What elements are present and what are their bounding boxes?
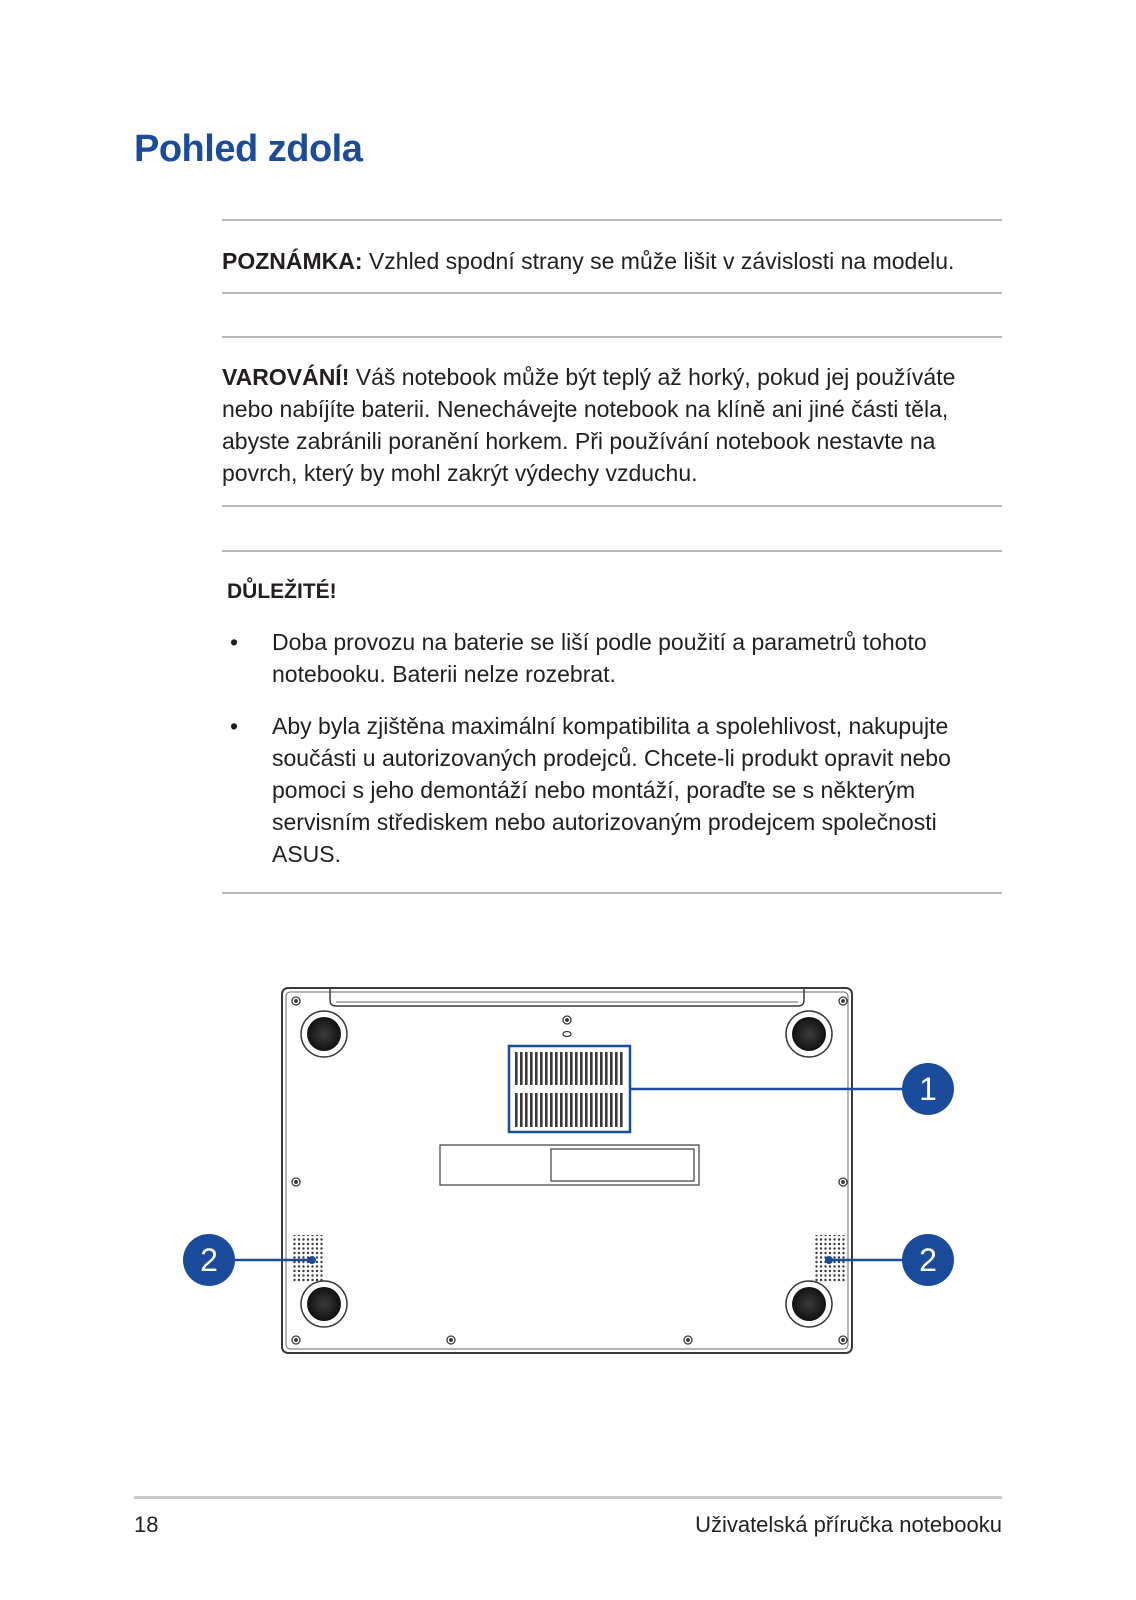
- footer-rule: [134, 1496, 1002, 1499]
- important-item-1-line-2: notebooku. Baterii nelze rozebrat.: [272, 661, 616, 687]
- important-item-2-line-1: Aby byla zjištěna maximální kompatibilita a spolehlivost, nakupujte: [272, 713, 949, 739]
- air-vents: [509, 1046, 630, 1132]
- bullet-mark: •: [230, 713, 239, 739]
- callout-number-1: 1: [919, 1071, 937, 1107]
- label-plate: [440, 1145, 699, 1185]
- footer-doc-title: Uživatelská příručka notebooku: [695, 1512, 1002, 1537]
- important-item-2-line-5: ASUS.: [272, 841, 342, 867]
- note-label: POZNÁMKA:: [222, 248, 363, 274]
- warning-line-2: nebo nabíjíte baterii. Nenechávejte notebook na klíně ani jiné části těla,: [222, 396, 949, 422]
- page-title: Pohled zdola: [134, 128, 363, 170]
- note-body: Vzhled spodní strany se může lišit v závislosti na modelu.: [362, 248, 955, 274]
- warning-line-4: povrch, který by mohl zakrýt výdechy vzduchu.: [222, 460, 698, 486]
- page-number: 18: [134, 1512, 159, 1537]
- callout-number-2-right: 2: [919, 1242, 937, 1278]
- callout-badge-2-right: [902, 1234, 954, 1286]
- important-item-2-line-4: servisním střediskem nebo autorizovaným prodejcem společnosti: [272, 809, 937, 835]
- bullet-mark: •: [230, 629, 239, 655]
- warning-line-1: Váš notebook může být teplý až horký, pokud jej používáte: [349, 364, 956, 390]
- warning-label: VAROVÁNÍ!: [222, 364, 350, 390]
- callout-badge-2-left: [183, 1234, 235, 1286]
- important-item-2-line-3: pomoci s jeho demontáží nebo montáží, poraďte se s některým: [272, 777, 916, 803]
- important-heading: DŮLEŽITÉ!: [227, 580, 337, 603]
- callout-number-2-left: 2: [200, 1242, 218, 1278]
- warning-line-3: abyste zabránili poranění horkem. Při používání notebook nestavte na: [222, 428, 936, 454]
- callout-badge-1: [902, 1063, 954, 1115]
- important-item-1-line-1: Doba provozu na baterie se liší podle použití a parametrů tohoto: [272, 629, 927, 655]
- important-item-2-line-2: součásti u autorizovaných prodejců. Chcete-li produkt opravit nebo: [272, 745, 951, 771]
